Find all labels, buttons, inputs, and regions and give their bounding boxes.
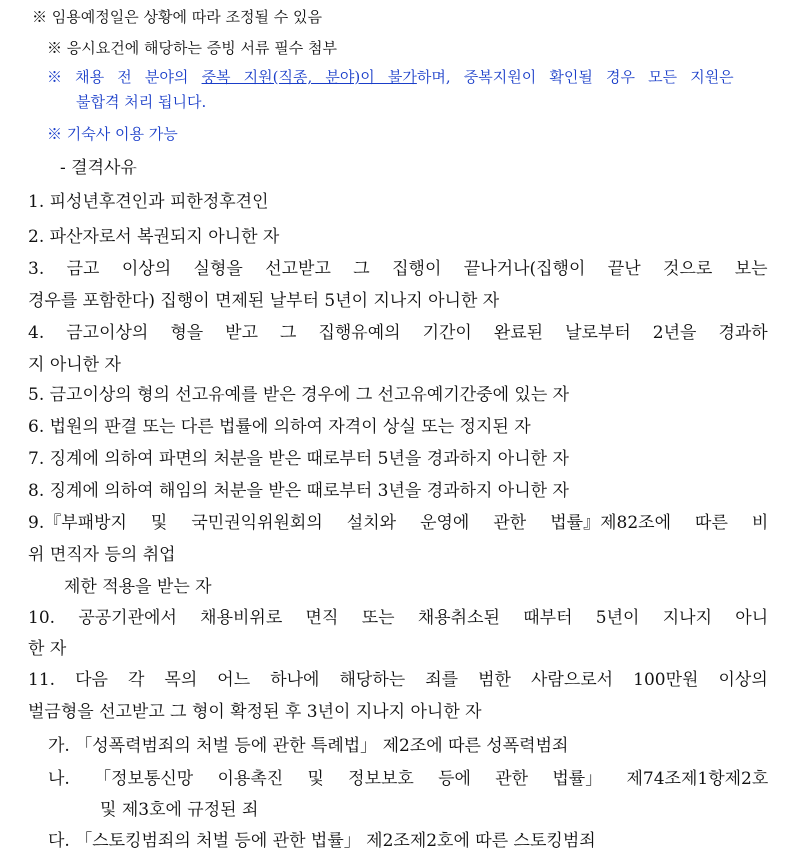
list-item-11-line-2: 벌금형을 선고받고 그 형이 확정된 후 3년이 지나지 아니한 자: [28, 702, 482, 722]
list-item-9-line-1: 9.『부패방지 및 국민권익위원회의 설치와 운영에 관한 법률』제82조에 따른 비: [28, 513, 769, 533]
note-duplicate-text-b: 하며, 중복지원이 확인될 경우 모든 지원은: [416, 68, 734, 86]
section-heading-disqualification: - 결격사유: [60, 158, 137, 178]
list-item-3-line-1: 3. 금고 이상의 실형을 선고받고 그 집행이 끝나거나(집행이 끝난 것으로 보는: [28, 259, 768, 279]
sub-item-ga: 가. 「성폭력범죄의 처벌 등에 관한 특례법」 제2조에 따른 성폭력범죄: [48, 736, 569, 756]
sub-item-na-line-2: 및 제3호에 규정된 죄: [100, 800, 259, 820]
list-item-4-line-1: 4. 금고이상의 형을 받고 그 집행유예의 기간이 완료된 날로부터 2년을 경과하: [28, 323, 768, 343]
note-mark: ※: [47, 68, 63, 86]
sub-item-na-line-1: 나. 「정보통신망 이용촉진 및 정보보호 등에 관한 법률」 제74조제1항제2호: [48, 769, 769, 789]
list-item-1: 1. 피성년후견인과 피한정후견인: [28, 192, 269, 212]
list-item-4-line-2: 지 아니한 자: [28, 355, 121, 375]
sub-item-da: 다. 「스토킹범죄의 처벌 등에 관한 법률」 제2조제2호에 따른 스토킹범죄: [48, 831, 596, 851]
list-item-3-line-2: 경우를 포함한다) 집행이 면제된 날부터 5년이 지나지 아니한 자: [28, 291, 500, 311]
list-item-11-line-1: 11. 다음 각 목의 어느 하나에 해당하는 죄를 범한 사람으로서 100만원 이상의: [28, 670, 768, 690]
note-schedule: ※ 임용예정일은 상황에 따라 조정될 수 있음: [32, 8, 322, 26]
list-item-9-line-3: 제한 적용을 받는 자: [64, 577, 212, 597]
note-dormitory: ※ 기숙사 이용 가능: [47, 125, 178, 143]
note-documents: ※ 응시요건에 해당하는 증빙 서류 필수 첨부: [47, 39, 337, 57]
note-duplicate-text-a: 채용 전 분야의: [75, 68, 189, 86]
note-duplicate-underlined: 중복 지원(직종, 분야)이 불가: [201, 68, 417, 86]
list-item-7: 7. 징계에 의하여 파면의 처분을 받은 때로부터 5년을 경과하지 아니한 자: [28, 449, 569, 469]
list-item-5: 5. 금고이상의 형의 선고유예를 받은 경우에 그 선고유예기간중에 있는 자: [28, 385, 570, 405]
list-item-8: 8. 징계에 의하여 해임의 처분을 받은 때로부터 3년을 경과하지 아니한 자: [28, 481, 569, 501]
list-item-6: 6. 법원의 판결 또는 다른 법률에 의하여 자격이 상실 또는 정지된 자: [28, 417, 531, 437]
list-item-9-line-2: 위 면직자 등의 취업: [28, 545, 176, 565]
list-item-2: 2. 파산자로서 복권되지 아니한 자: [28, 227, 280, 247]
note-duplicate-application: [47, 66, 734, 87]
note-duplicate-continued: 불합격 처리 됩니다.: [76, 93, 207, 111]
list-item-10-line-2: 한 자: [28, 639, 67, 659]
list-item-10-line-1: 10. 공공기관에서 채용비위로 면직 또는 채용취소된 때부터 5년이 지나지 아니: [28, 608, 769, 628]
